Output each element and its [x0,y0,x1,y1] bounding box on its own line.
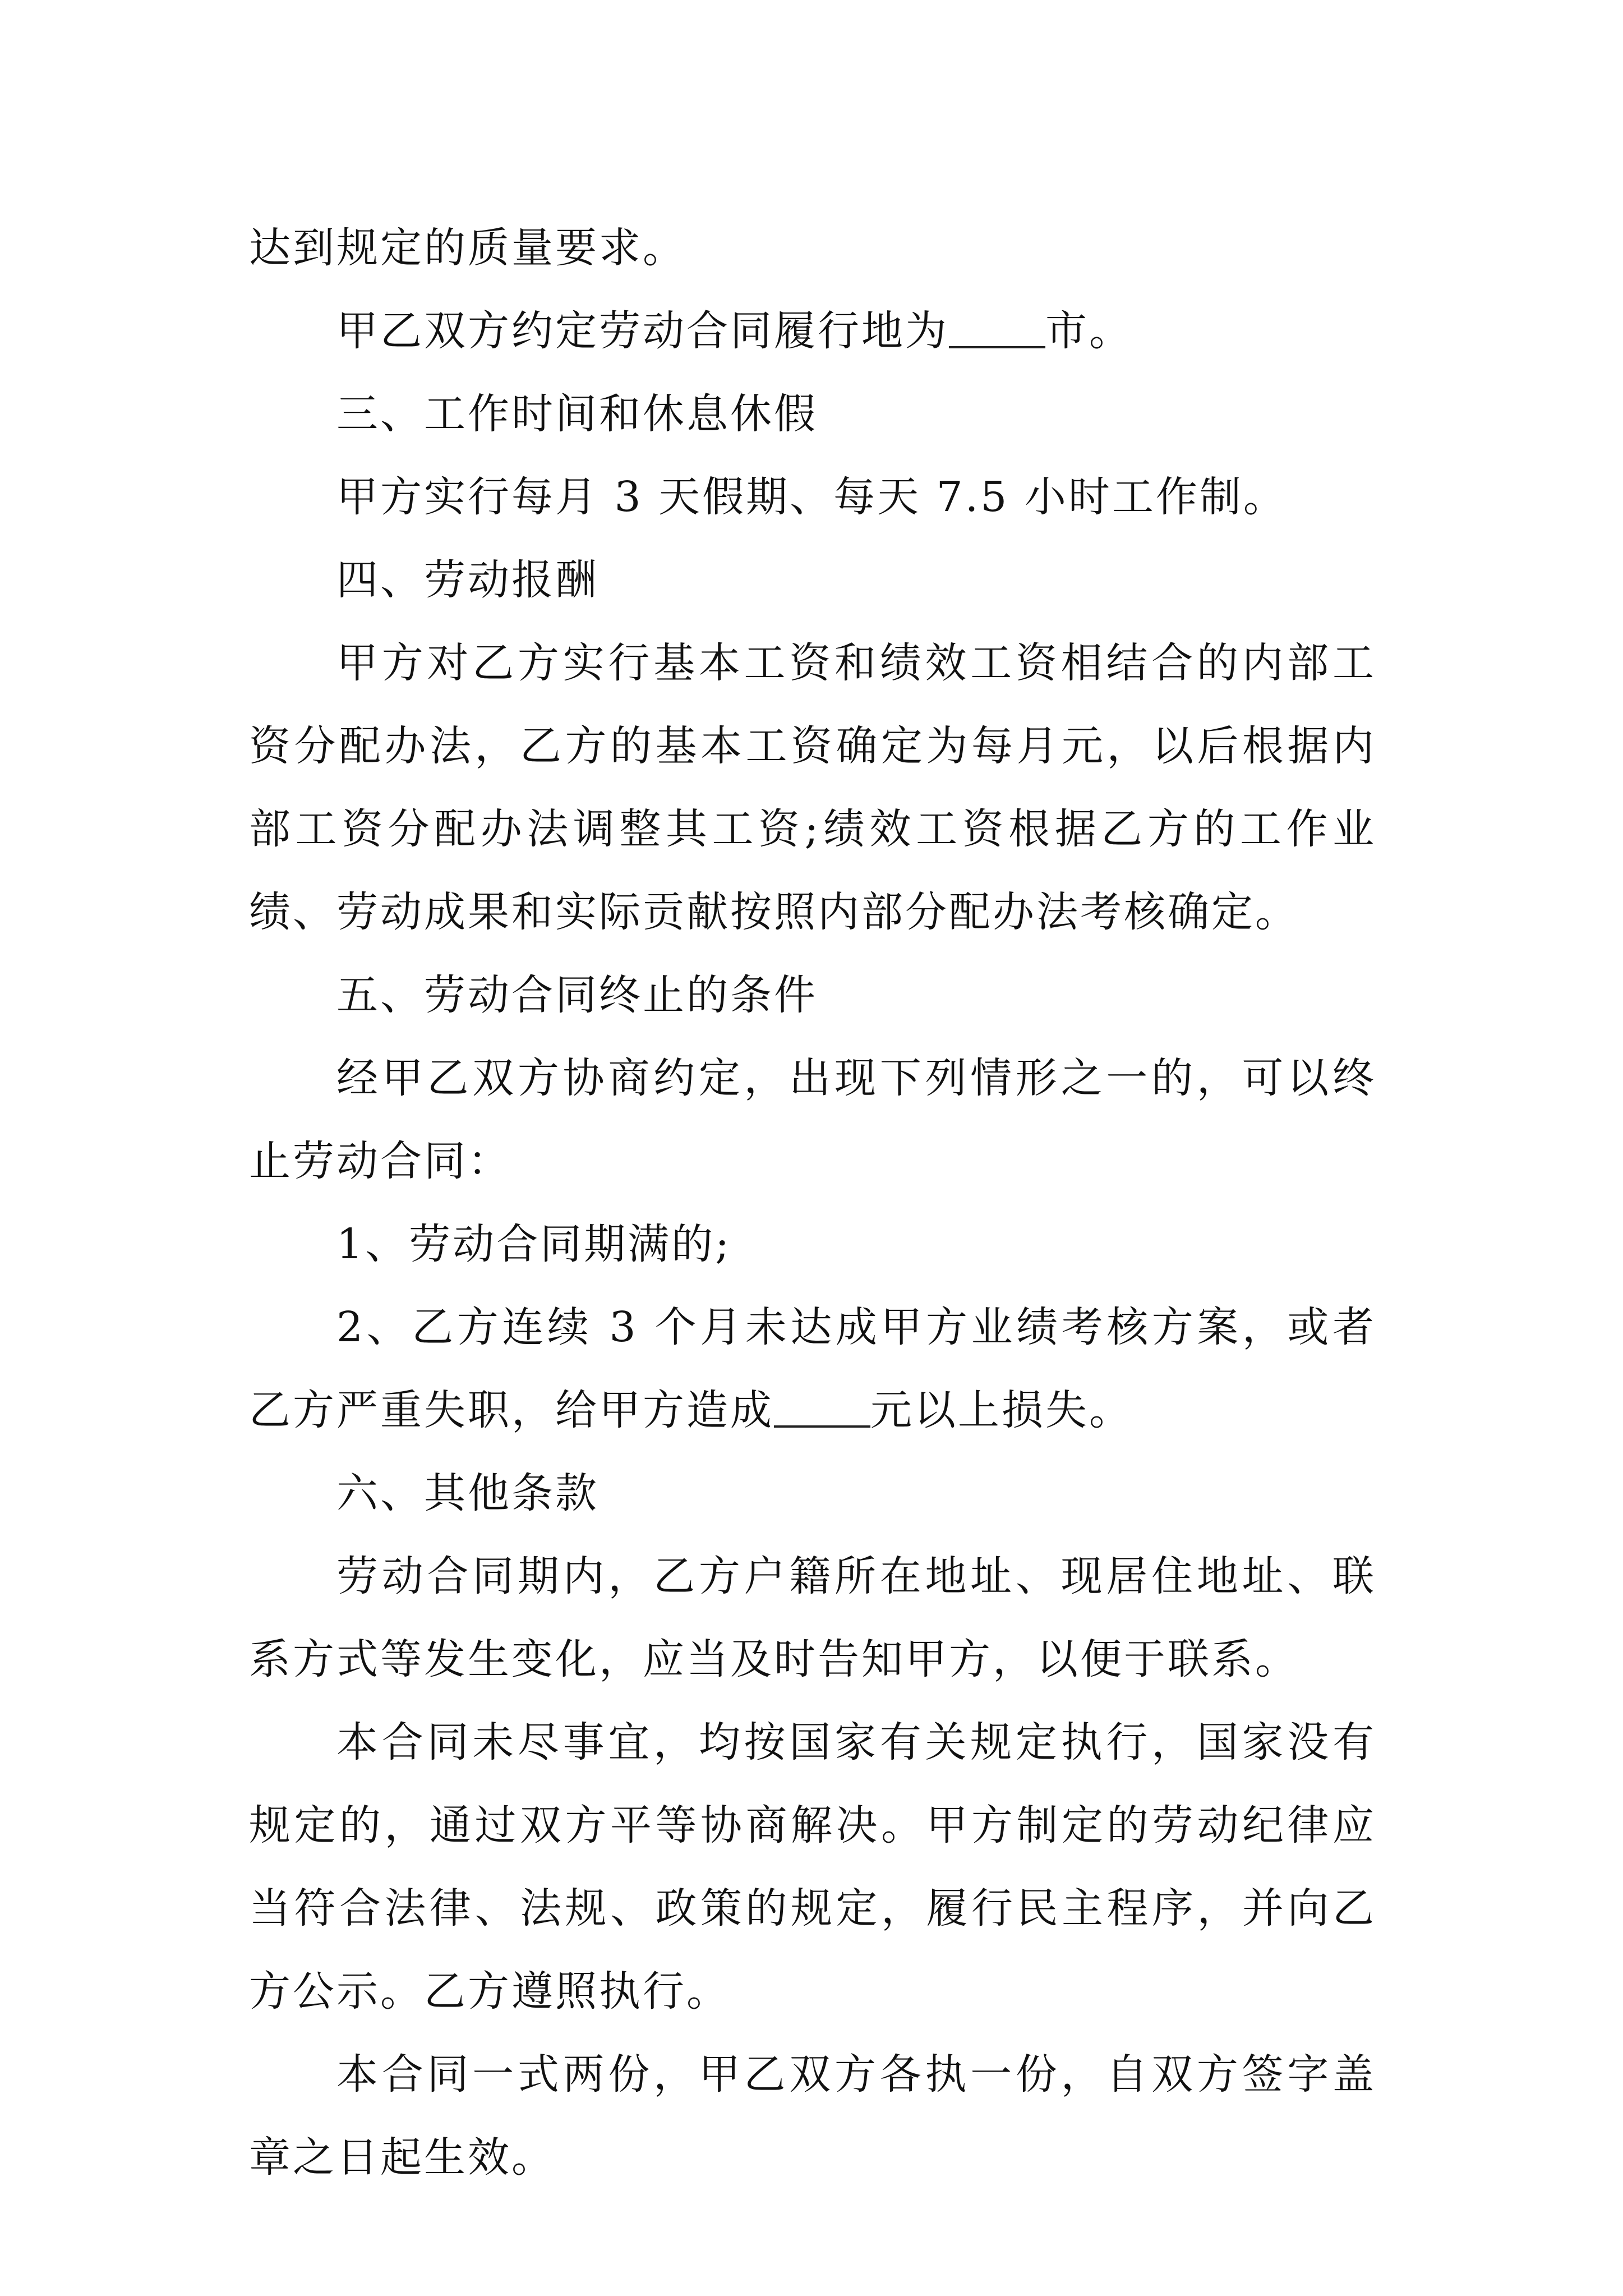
paragraph-text-before-blank: 2、乙方连续 3 个月未达成甲方业绩考核方案，或者乙方严重失职，给甲方造成 [249,1303,1376,1434]
list-item-contract-expiry [249,1203,1376,1286]
paragraph-text: 劳动合同期内，乙方户籍所在地址、现居住地址、联系方式等发生变化，应当及时告知甲方，以便于联系。 [249,1552,1376,1683]
fill-in-blank-city[interactable] [949,305,1045,348]
paragraph-text: 达到规定的质量要求。 [249,224,686,272]
heading-text: 三、工作时间和休息休假 [336,390,818,438]
list-item-performance-failure [249,1286,1376,1452]
paragraph-copies-effect [249,2033,1376,2199]
heading-text: 四、劳动报酬 [336,556,599,604]
section-heading-remuneration [249,539,1376,622]
paragraph-text-after-blank: 元以上损失。 [870,1386,1133,1434]
section-heading-termination [249,954,1376,1037]
section-heading-working-hours [249,372,1376,455]
paragraph-work-schedule [249,455,1376,539]
paragraph-text: 经甲乙双方协商约定，出现下列情形之一的，可以终止劳动合同： [249,1054,1376,1185]
paragraph-text: 甲方对乙方实行基本工资和绩效工资相结合的内部工资分配办法，乙方的基本工资确定为每月元，以后根据内部工资分配办法调整其工资;绩效工资根据乙方的工作业绩、劳动成果和实际贡献按照内部分配办法考核确定。 [249,639,1376,936]
fill-in-blank-loss-amount[interactable] [774,1384,870,1428]
section-heading-other-terms [249,1452,1376,1535]
paragraph-performance-location [249,289,1376,372]
paragraph-text-after-blank: 市。 [1045,307,1133,355]
paragraph-text: 本合同未尽事宜，均按国家有关规定执行，国家没有规定的，通过双方平等协商解决。甲方制定的劳动纪律应当符合法律、法规、政策的规定，履行民主程序，并向乙方公示。乙方遵照执行。 [249,1718,1376,2016]
paragraph-quality-requirement [249,206,1376,289]
paragraph-unresolved-matters [249,1701,1376,2033]
paragraph-termination-intro [249,1037,1376,1203]
paragraph-text: 甲方实行每月 3 天假期、每天 7.5 小时工作制。 [336,473,1287,521]
paragraph-text-before-blank: 甲乙双方约定劳动合同履行地为 [336,307,949,355]
contract-body [249,206,1376,2199]
heading-text: 五、劳动合同终止的条件 [336,971,818,1019]
paragraph-salary-method [249,622,1376,954]
list-item-text: 1、劳动合同期满的; [336,1220,732,1268]
paragraph-contact-change [249,1535,1376,1701]
heading-text: 六、其他条款 [336,1469,599,1517]
paragraph-text: 本合同一式两份，甲乙双方各执一份，自双方签字盖章之日起生效。 [249,2050,1376,2182]
